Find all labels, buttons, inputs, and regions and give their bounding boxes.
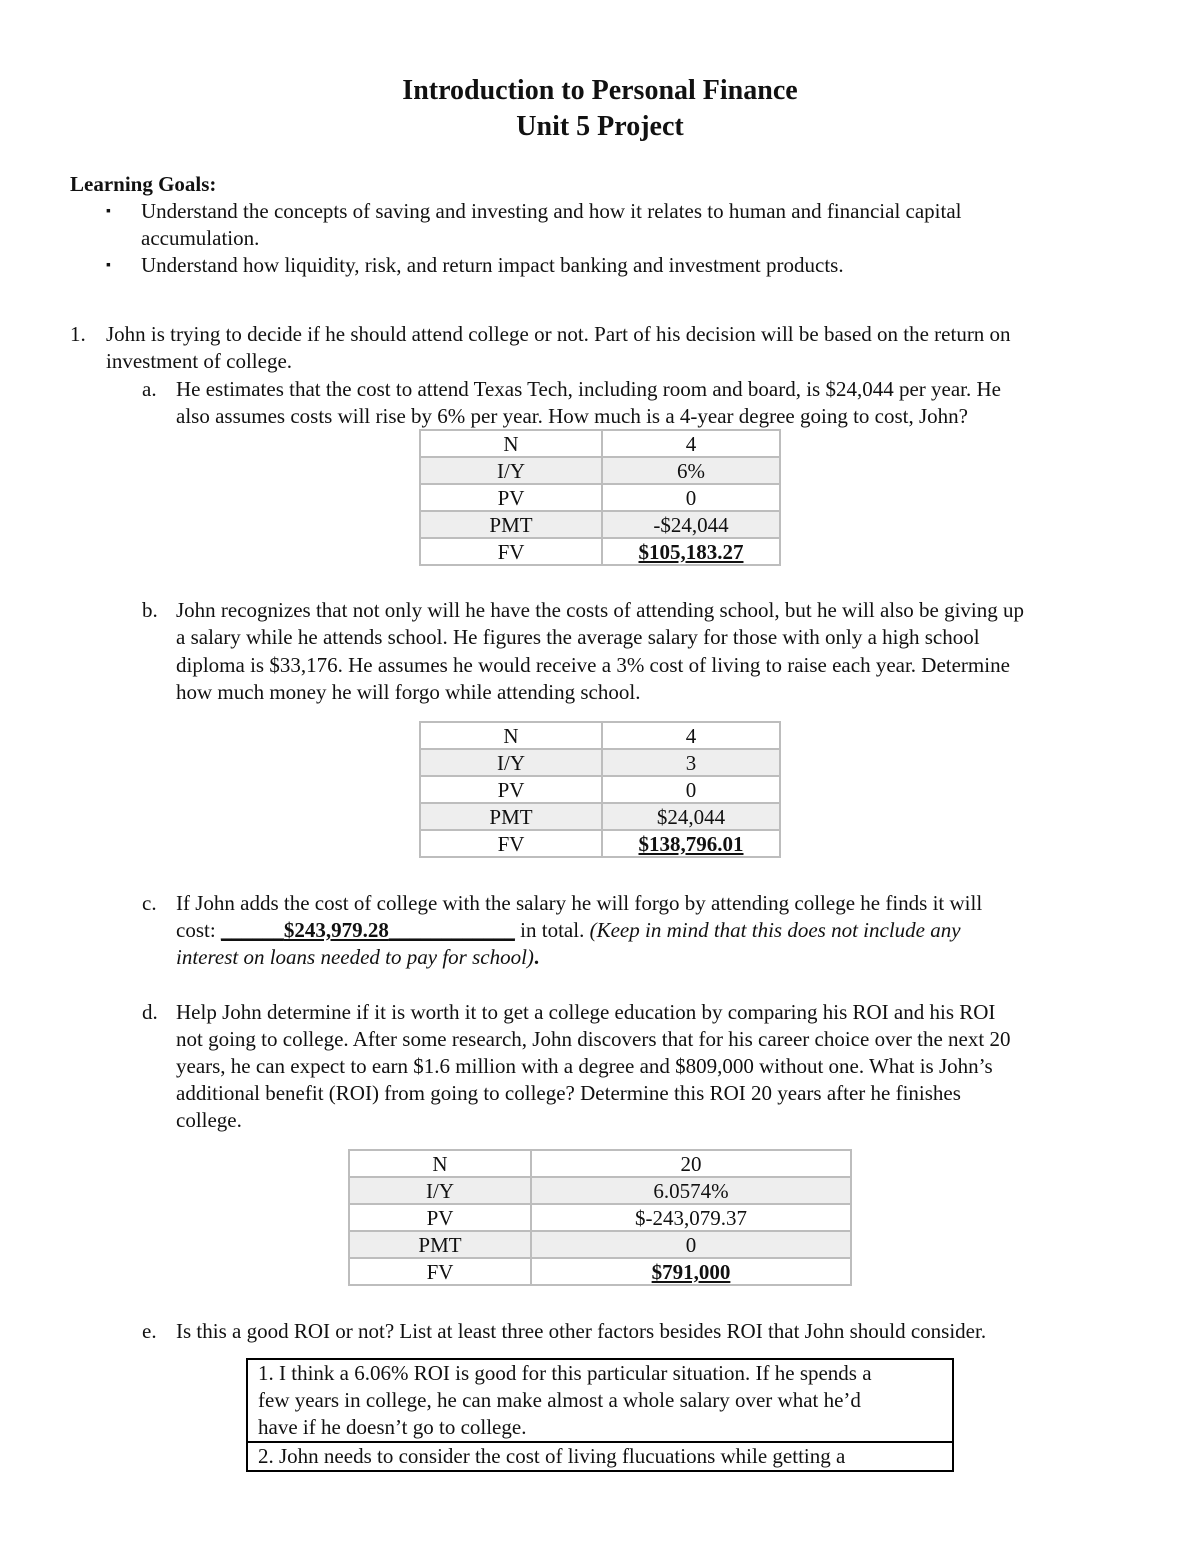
part-d-line2: not going to college. After some research, John discovers that for his career choice over the next 20 xyxy=(176,1027,1011,1051)
table-row xyxy=(420,538,780,565)
table-row xyxy=(420,830,780,857)
tvm-table-b xyxy=(419,721,781,858)
part-b-line2: a salary while he attends school. He figures the average salary for those with only a high school xyxy=(176,625,980,649)
answer-2-line1: 2. John needs to consider the cost of living flucuations while getting a xyxy=(258,1444,846,1468)
tvm-key: N xyxy=(349,1150,531,1177)
tvm-key: I/Y xyxy=(420,749,602,776)
part-b-line4: how much money he will forgo while attending school. xyxy=(176,680,641,704)
part-d-line5: college. xyxy=(176,1108,242,1132)
tvm-key: N xyxy=(420,722,602,749)
goal-2-line1: Understand how liquidity, risk, and return impact banking and investment products. xyxy=(141,253,844,277)
part-e-label: e. xyxy=(142,1319,157,1343)
table-row xyxy=(349,1177,851,1204)
tvm-key: PMT xyxy=(420,803,602,830)
goal-1-line1: Understand the concepts of saving and investing and how it relates to human and financial capital xyxy=(141,199,962,223)
table-row xyxy=(349,1231,851,1258)
note-period: . xyxy=(533,945,540,969)
tvm-answer: $105,183.27 xyxy=(602,538,780,565)
table-row xyxy=(420,803,780,830)
tvm-value: $24,044 xyxy=(602,803,780,830)
document-subtitle: Unit 5 Project xyxy=(516,111,684,142)
answer-1-line3: have if he doesn’t go to college. xyxy=(258,1415,527,1439)
tvm-key: PV xyxy=(420,776,602,803)
tvm-key: FV xyxy=(349,1258,531,1285)
table-row xyxy=(420,511,780,538)
tvm-value: 4 xyxy=(602,430,780,457)
answer-blank: ______ xyxy=(220,918,284,942)
answer-box xyxy=(246,1358,954,1472)
tvm-value: 4 xyxy=(602,722,780,749)
tvm-value: 6% xyxy=(602,457,780,484)
table-row xyxy=(349,1258,851,1285)
part-d-label: d. xyxy=(142,1000,158,1024)
tvm-value: 0 xyxy=(602,484,780,511)
part-b-line3: diploma is $33,176. He assumes he would receive a 3% cost of living to raise each year. Determine xyxy=(176,653,1010,677)
bullet-icon: ▪ xyxy=(106,204,111,219)
table-row xyxy=(420,457,780,484)
tvm-value: -$24,044 xyxy=(602,511,780,538)
tvm-key: FV xyxy=(420,538,602,565)
tvm-value: 3 xyxy=(602,749,780,776)
tvm-key: I/Y xyxy=(420,457,602,484)
tvm-value: 0 xyxy=(531,1231,851,1258)
tvm-key: N xyxy=(420,430,602,457)
part-a-line2: also assumes costs will rise by 6% per year. How much is a 4-year degree going to cost, John? xyxy=(176,404,968,428)
table-row xyxy=(420,749,780,776)
part-b-label: b. xyxy=(142,598,158,622)
answer-row xyxy=(247,1359,953,1442)
table-row xyxy=(420,484,780,511)
part-a-line1: He estimates that the cost to attend Texas Tech, including room and board, is $24,044 per year. He xyxy=(176,377,1001,401)
note-text: interest on loans needed to pay for school) xyxy=(176,945,534,969)
tvm-key: PMT xyxy=(420,511,602,538)
tvm-key: I/Y xyxy=(349,1177,531,1204)
table-row xyxy=(420,430,780,457)
table-row xyxy=(349,1150,851,1177)
part-d-line4: additional benefit (ROI) from going to college? Determine this ROI 20 years after he finishes xyxy=(176,1081,961,1105)
note-text: (Keep in mind that this does not include any xyxy=(589,918,961,942)
cost-suffix: in total. xyxy=(514,918,590,942)
tvm-value: $-243,079.37 xyxy=(531,1204,851,1231)
bullet-icon: ▪ xyxy=(106,258,111,273)
tvm-table-a xyxy=(419,429,781,566)
tvm-value: 0 xyxy=(602,776,780,803)
question-1-line2: investment of college. xyxy=(106,349,293,373)
part-a-label: a. xyxy=(142,377,157,401)
answer-blank: ____________ xyxy=(388,918,515,942)
part-c-label: c. xyxy=(142,891,157,915)
tvm-table-d xyxy=(348,1149,852,1286)
answer-row xyxy=(247,1442,953,1471)
document-title: Introduction to Personal Finance xyxy=(402,75,798,106)
tvm-value: 20 xyxy=(531,1150,851,1177)
tvm-key: FV xyxy=(420,830,602,857)
answer-cell xyxy=(247,1359,953,1442)
total-cost-answer: $243,979.28 xyxy=(283,918,389,942)
answer-1-line2: few years in college, he can make almost a whole salary over what he’d xyxy=(258,1388,861,1412)
part-b-line1: John recognizes that not only will he have the costs of attending school, but he will also be giving up xyxy=(176,598,1025,622)
part-d-line3: years, he can expect to earn $1.6 million with a degree and $809,000 without one. What is John’s xyxy=(176,1054,993,1078)
cost-prefix: cost: xyxy=(176,918,221,942)
answer-1-line1: 1. I think a 6.06% ROI is good for this particular situation. If he spends a xyxy=(258,1361,872,1385)
goal-1-line2: accumulation. xyxy=(141,226,260,250)
question-1-line1: John is trying to decide if he should attend college or not. Part of his decision will be based on the return on xyxy=(106,322,1011,346)
answer-cell xyxy=(247,1442,953,1471)
tvm-value: 6.0574% xyxy=(531,1177,851,1204)
tvm-answer: $791,000 xyxy=(531,1258,851,1285)
table-row xyxy=(349,1204,851,1231)
question-number: 1. xyxy=(70,322,86,346)
table-row xyxy=(420,776,780,803)
part-e-line1: Is this a good ROI or not? List at least three other factors besides ROI that John should consider. xyxy=(176,1319,987,1343)
part-c-line2 xyxy=(176,917,961,944)
tvm-answer: $138,796.01 xyxy=(602,830,780,857)
part-c-line3 xyxy=(176,944,539,971)
tvm-key: PMT xyxy=(349,1231,531,1258)
tvm-key: PV xyxy=(349,1204,531,1231)
tvm-key: PV xyxy=(420,484,602,511)
part-c-line1: If John adds the cost of college with the salary he will forgo by attending college he finds it will xyxy=(176,891,983,915)
table-row xyxy=(420,722,780,749)
learning-goals-heading: Learning Goals: xyxy=(70,172,217,196)
part-d-line1: Help John determine if it is worth it to get a college education by comparing his ROI and his ROI xyxy=(176,1000,996,1024)
